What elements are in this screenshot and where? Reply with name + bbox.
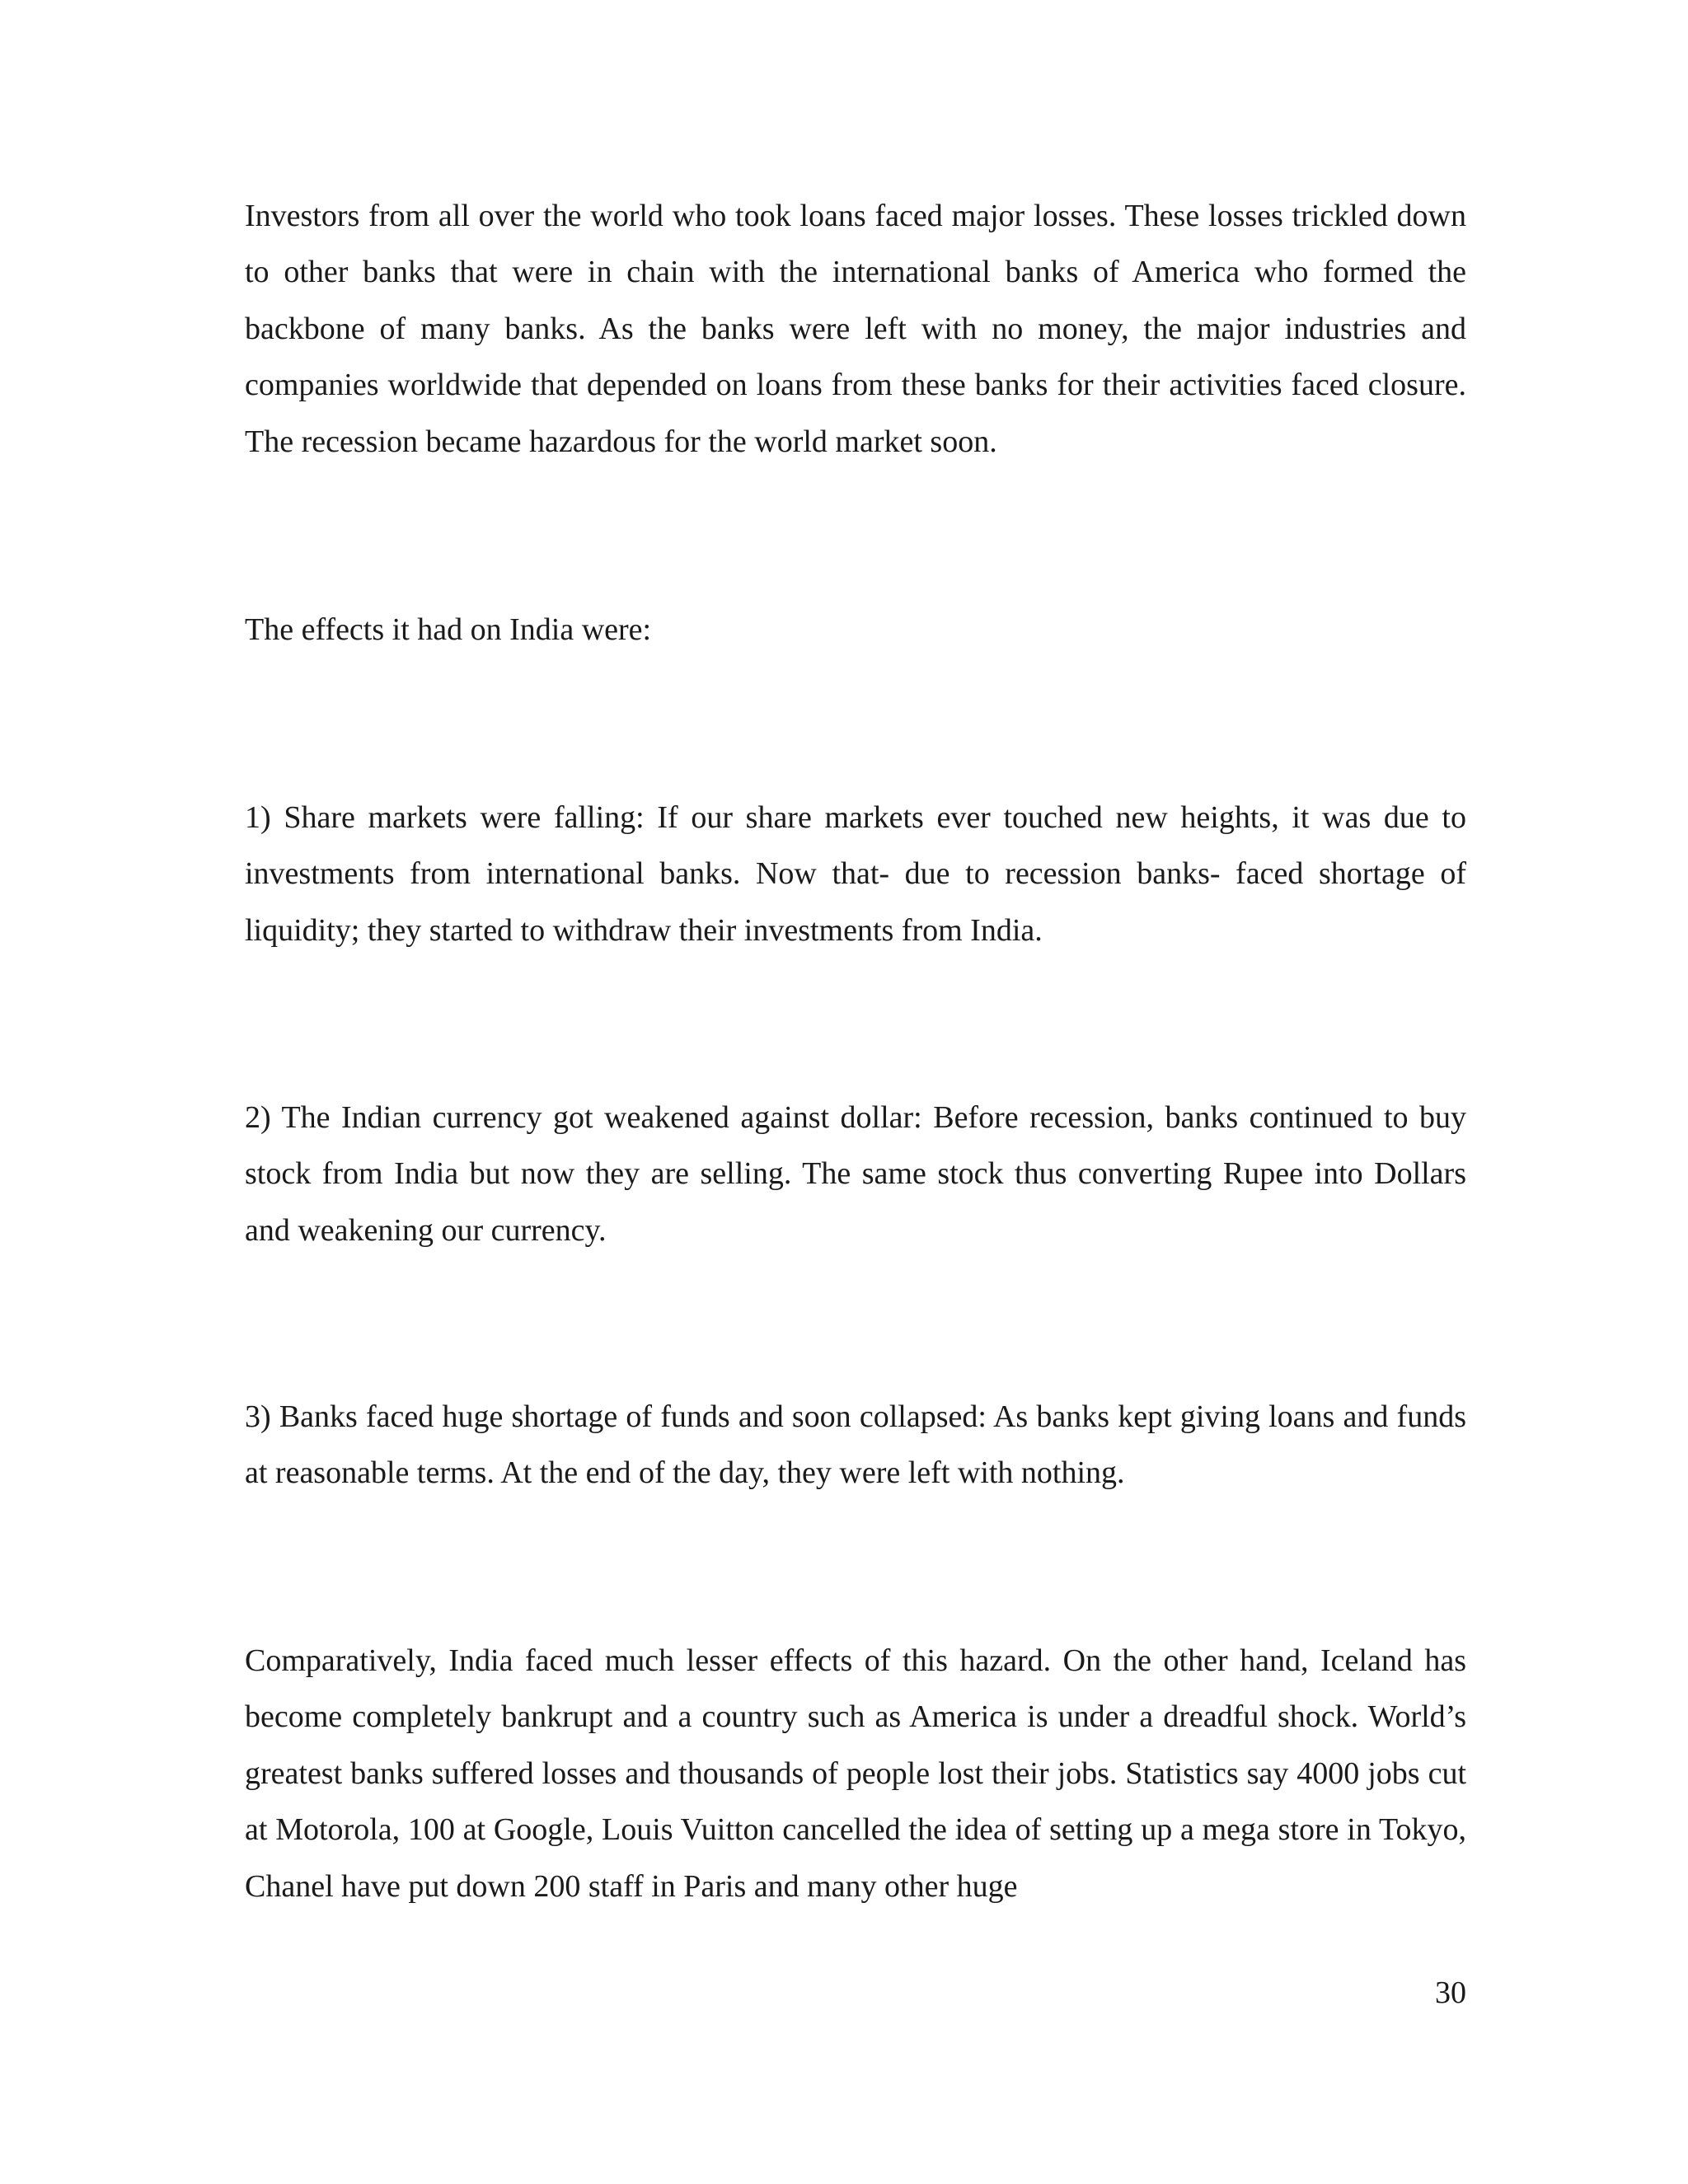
paragraph-comparatively: Comparatively, India faced much lesser effects of this hazard. On the other hand, Iceland has become completely bankrupt and a country such as America is under a dreadful shock. World’s greatest banks suffered losses and thousands of people lost their jobs. Statistics say 4000 jobs cut at Motorola, 100 at Google, Louis Vuitton cancelled the idea of setting up a mega store in Tokyo, Chanel have put down 200 staff in Paris and many other huge bbox=[245, 1643, 1466, 1904]
paragraph-share-markets: 1) Share markets were falling: If our share markets ever touched new heights, it was due to investments from international banks. Now that- due to recession banks- faced shortage of liquidity; they started to withdraw their investments from India. bbox=[245, 800, 1466, 948]
paragraph-effects-heading: The effects it had on India were: bbox=[245, 612, 652, 647]
paragraph-indian-currency: 2) The Indian currency got weakened against dollar: Before recession, banks continued to buy stock from India but now they are selling. The same stock thus converting Rupee into Dollars and weakening our currency. bbox=[245, 1100, 1466, 1248]
page-number: 30 bbox=[1435, 1975, 1466, 2010]
paragraph-investors-losses: Investors from all over the world who took loans faced major losses. These losses trickled down to other banks that were in chain with the international banks of America who formed the backbone of many banks. As the banks were left with no money, the major industries and companies worldwide that depended on loans from these banks for their activities faced closure. The recession became hazardous for the world market soon. bbox=[245, 199, 1466, 459]
paragraph-banks-shortage: 3) Banks faced huge shortage of funds and soon collapsed: As banks kept giving loans and funds at reasonable terms. At the end of the day, they were left with nothing. bbox=[245, 1399, 1466, 1491]
